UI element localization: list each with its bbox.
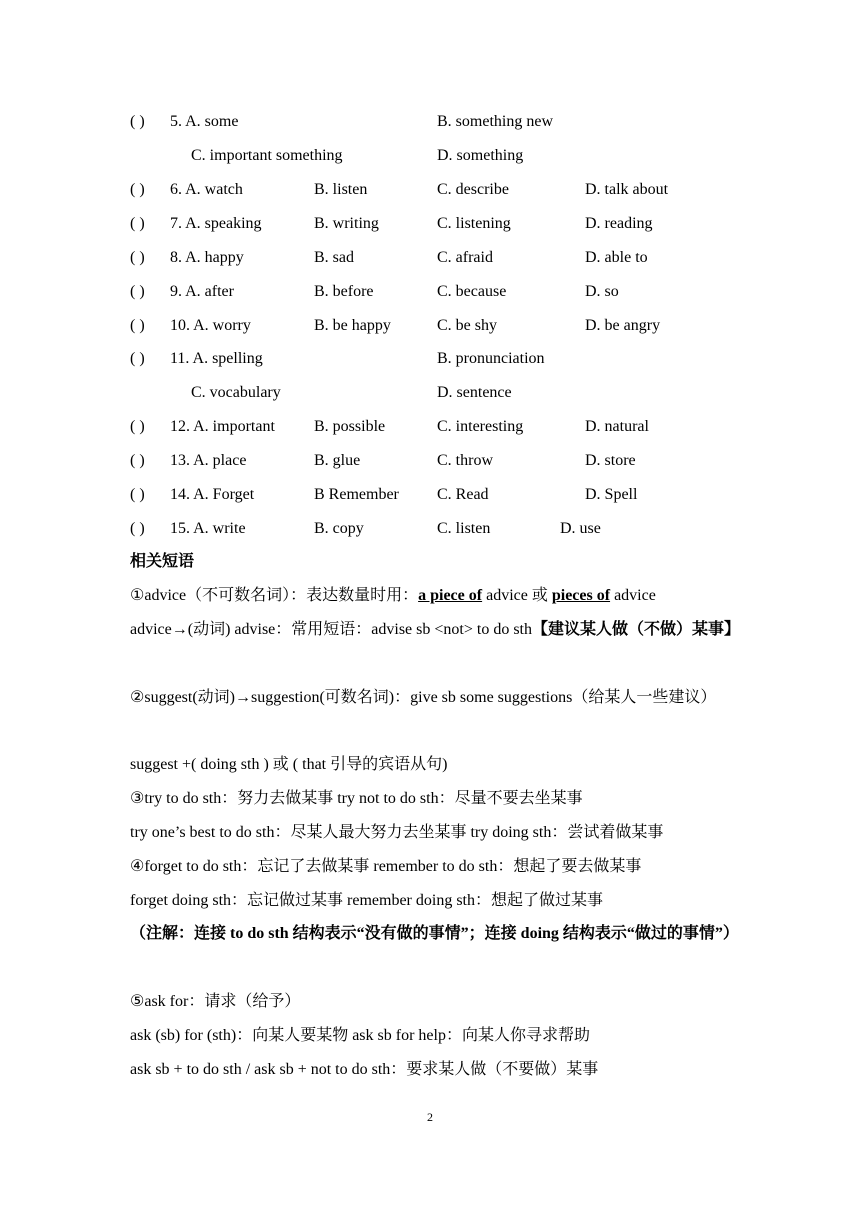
- phrase-text: suggestion(可数名词)：give sb some suggestions（给某人一些建议）: [251, 689, 717, 706]
- option-c: C. important something: [191, 147, 343, 164]
- phrase-forget-line-1: ④forget to do sth：忘记了去做某事 remember to do sth：想起了要去做某事: [130, 858, 642, 875]
- option-d: D. Spell: [585, 486, 638, 503]
- option-a: 10. A. worry: [170, 317, 251, 334]
- phrase-forget-line-2: forget doing sth：忘记做过某事 remember doing sth：想起了做过某事: [130, 892, 604, 909]
- option-c: C. afraid: [437, 249, 493, 266]
- phrase-advise-line: [130, 613, 740, 647]
- phrase-highlight: pieces of: [551, 587, 611, 604]
- option-b: B. writing: [314, 215, 379, 232]
- option-b: B. glue: [314, 452, 361, 469]
- option-c: C. interesting: [437, 418, 524, 435]
- answer-blank: ( ): [130, 181, 145, 198]
- arrow-right-icon: →: [171, 621, 188, 638]
- option-b: B. copy: [314, 520, 364, 537]
- option-b: B Remember: [314, 486, 399, 503]
- option-c: C. vocabulary: [191, 384, 281, 401]
- option-d: D. store: [585, 452, 636, 469]
- option-a: 7. A. speaking: [170, 215, 262, 232]
- answer-blank: ( ): [130, 486, 145, 503]
- page-number: 2: [427, 1110, 433, 1124]
- option-d: D. talk about: [585, 181, 669, 198]
- arrow-right-icon: →: [235, 689, 252, 706]
- phrases-heading: 相关短语: [130, 553, 195, 570]
- phrase-advice-line: [130, 579, 740, 613]
- option-c: C. Read: [437, 486, 489, 503]
- answer-blank: ( ): [130, 452, 145, 469]
- phrase-meaning: 【建议某人做（不做）某事】: [532, 621, 741, 638]
- answer-blank: ( ): [130, 215, 145, 232]
- option-b: B. be happy: [314, 317, 391, 334]
- option-d: D. sentence: [437, 384, 512, 401]
- option-a: 5. A. some: [170, 113, 239, 130]
- phrase-highlight: a piece of: [418, 587, 483, 604]
- option-c: C. listening: [437, 215, 511, 232]
- phrase-text: advice: [610, 587, 656, 604]
- option-b: B. before: [314, 283, 374, 300]
- phrase-note: （注解：连接 to do sth 结构表示“没有做的事情”；连接 doing 结构表示“做过的事情”）: [130, 925, 739, 942]
- option-a: 13. A. place: [170, 452, 247, 469]
- option-d: D. reading: [585, 215, 653, 232]
- option-c: C. listen: [437, 520, 491, 537]
- answer-blank: ( ): [130, 317, 145, 334]
- option-d: D. able to: [585, 249, 648, 266]
- option-b: B. pronunciation: [437, 350, 545, 367]
- phrase-text: advice: [130, 621, 172, 638]
- option-b: B. something new: [437, 113, 553, 130]
- phrase-text: ②suggest(动词): [130, 689, 236, 706]
- option-a: 6. A. watch: [170, 181, 243, 198]
- answer-blank: ( ): [130, 418, 145, 435]
- phrase-suggest-line: [130, 681, 740, 715]
- option-d: D. natural: [585, 418, 649, 435]
- option-b: B. sad: [314, 249, 354, 266]
- option-a: 12. A. important: [170, 418, 275, 435]
- option-c: C. be shy: [437, 317, 497, 334]
- option-a: 9. A. after: [170, 283, 234, 300]
- option-d: D. so: [585, 283, 619, 300]
- phrase-text: ①advice（不可数名词）：表达数量时用：: [130, 587, 419, 604]
- phrase-text: advice 或: [482, 587, 552, 604]
- phrase-text: (动词) advise：常用短语：advise sb <not> to do sth: [187, 621, 532, 638]
- phrase-try-line-1: ③try to do sth：努力去做某事 try not to do sth：尽量不要去坐某事: [130, 790, 583, 807]
- answer-blank: ( ): [130, 520, 145, 537]
- option-d: D. something: [437, 147, 524, 164]
- option-d: D. be angry: [585, 317, 661, 334]
- option-a: 14. A. Forget: [170, 486, 255, 503]
- option-c: C. describe: [437, 181, 509, 198]
- option-c: C. throw: [437, 452, 493, 469]
- phrase-ask-line-1: ask (sb) for (sth)：向某人要某物 ask sb for help：向某人你寻求帮助: [130, 1027, 590, 1044]
- phrase-try-line-2: try one’s best to do sth：尽某人最大努力去坐某事 try doing sth：尝试着做某事: [130, 824, 664, 841]
- answer-blank: ( ): [130, 283, 145, 300]
- option-a: 15. A. write: [170, 520, 246, 537]
- phrase-suggest-usage: suggest +( doing sth ) 或 ( that 引导的宾语从句): [130, 756, 448, 773]
- option-a: 11. A. spelling: [170, 350, 263, 367]
- phrase-ask-line-2: ask sb + to do sth / ask sb + not to do sth：要求某人做（不要做）某事: [130, 1061, 599, 1078]
- phrase-ask-heading: ⑤ask for：请求（给予）: [130, 993, 301, 1010]
- answer-blank: ( ): [130, 249, 145, 266]
- answer-blank: ( ): [130, 113, 145, 130]
- option-a: 8. A. happy: [170, 249, 244, 266]
- option-b: B. possible: [314, 418, 386, 435]
- option-b: B. listen: [314, 181, 368, 198]
- option-c: C. because: [437, 283, 507, 300]
- option-d: D. use: [560, 520, 601, 537]
- answer-blank: ( ): [130, 350, 145, 367]
